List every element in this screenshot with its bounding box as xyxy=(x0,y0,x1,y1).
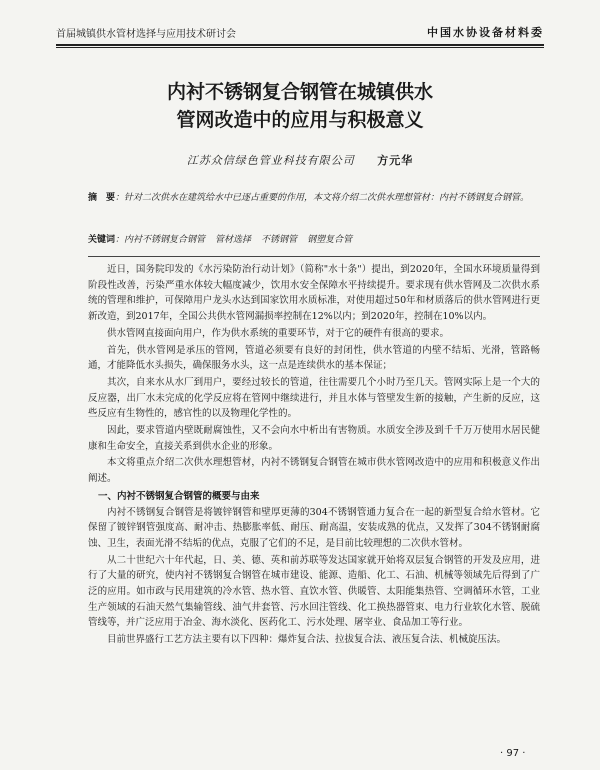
abstract-separator xyxy=(88,256,540,257)
keyword-item: ：内衬不锈钢复合钢管 xyxy=(115,235,206,245)
body-paragraph: 目前世界盛行工艺方法主要有以下四种：爆炸复合法、拉拔复合法、液压复合法、机械旋压法。 xyxy=(107,634,507,646)
body-paragraph: 供水管网直接面向用户，作为供水系统的重要环节，对于它的硬件有很高的要求。 xyxy=(107,327,450,339)
keywords xyxy=(88,232,540,248)
title-line-2: 管网改造中的应用与积极意义 xyxy=(176,109,424,131)
running-header xyxy=(56,22,544,42)
header-rule-thin xyxy=(56,47,544,48)
header-rule-thick xyxy=(56,44,544,46)
body-paragraph: 内衬不锈钢复合钢管是将镀锌钢管和壁厚更薄的304不锈钢管通力复合在一起的新型复合给水管材。它保留了镀锌钢管强度高、耐冲击、热膨胀率低、耐压、耐高温，安装成熟的优点，又发挥了304不锈钢耐腐蚀、卫生，表面光滑不结垢的优点，克服了它们的不足，是目前比较理想的二次供水管材。 xyxy=(88,506,540,549)
section-heading: 一、内衬不锈钢复合钢管的概要与由来 xyxy=(98,490,260,502)
author-line xyxy=(60,152,540,168)
author-organization: 江苏众信绿色管业科技有限公司 xyxy=(186,154,355,167)
body-paragraph: 首先，供水管网是承压的管网，管道必须要有良好的封闭性，供水管道的内壁不结垢、光滑，管路畅通，才能降低水头损失，确保服务水头，这一点是连续供水的基本保证； xyxy=(88,344,540,372)
body-paragraph: 本文将重点介绍二次供水理想管材，内衬不锈钢复合钢管在城市供水管网改造中的应用和积极意义作出阐述。 xyxy=(88,457,540,485)
abstract-text: ：针对二次供水在建筑给水中已逐占重要的作用，本文将介绍二次供水理想管材：内衬不锈钢复合钢管。 xyxy=(115,193,530,203)
author-name: 方元华 xyxy=(377,154,414,167)
title-line-1: 内衬不锈钢复合钢管在城镇供水 xyxy=(166,81,433,103)
header-right-text: 中国水协设备材料委 xyxy=(427,26,544,39)
keyword-item: 钢塑复合管 xyxy=(307,235,353,245)
abstract xyxy=(88,190,540,206)
page-number: · 97 · xyxy=(500,748,526,759)
article-title xyxy=(60,78,540,134)
keyword-item: 管材选择 xyxy=(215,235,252,245)
abstract-label: 摘 要 xyxy=(88,193,116,203)
body-paragraph: 因此，要求管道内壁既耐腐蚀性，又不会向水中析出有害物质。水质安全涉及到千千万万使用水居民健康和生命安全，直接关系到供水企业的形象。 xyxy=(88,425,540,452)
body-paragraph: 近日，国务院印发的《水污染防治行动计划》（简称"水十条"）提出，到2020年，全国水环境质量得到阶段性改善，污染严重水体较大幅度减少，饮用水安全保障水平持续提升。要求现有供水管网及二次供水系统的管理和维护，可保障用户龙头水达到国家饮用水质标准，对使用超过50年和材质落后的供水管网进行更新改造，到2017年，全国公共供水管网漏损率控制在12%以内；到2020年，控制在10%以内。 xyxy=(88,264,540,323)
article-body xyxy=(88,262,540,648)
keywords-label: 关键词 xyxy=(88,235,116,245)
body-paragraph: 其次，自来水从水厂到用户，要经过较长的管道，往往需要几个小时乃至几天。管网实际上是一个大的反应器，出厂水未完成的化学反应将在管网中继续进行，并且水体与管壁发生新的接触，产生新的反应，这些反应有生物性的，感官性的以及物理化学性的。 xyxy=(88,376,540,420)
keyword-item: 不锈钢管 xyxy=(261,235,298,245)
header-left-text: 首届城镇供水管材选择与应用技术研讨会 xyxy=(56,28,236,40)
body-paragraph: 从二十世纪六十年代起，日、美、德、英和前苏联等发达国家就开始将双层复合钢管的开发及应用，进行了大量的研究，使内衬不锈钢复合钢管在城市建设、能源、造船、化工、石油、机械等领域先后得到了广泛的应用。如市政与民用建筑的冷水管、热水管、直饮水管、供暖管、太阳能集热管、空调循环水管，工业生产领域的石油天然气集输管线、油气井套管、污水回注管线、化工换热器管束、电力行业软化水管、脱硫管线等，并广泛应用于冶金、海水淡化、医药化工、污水处理、屠宰业、食品加工等行业。 xyxy=(88,554,540,629)
